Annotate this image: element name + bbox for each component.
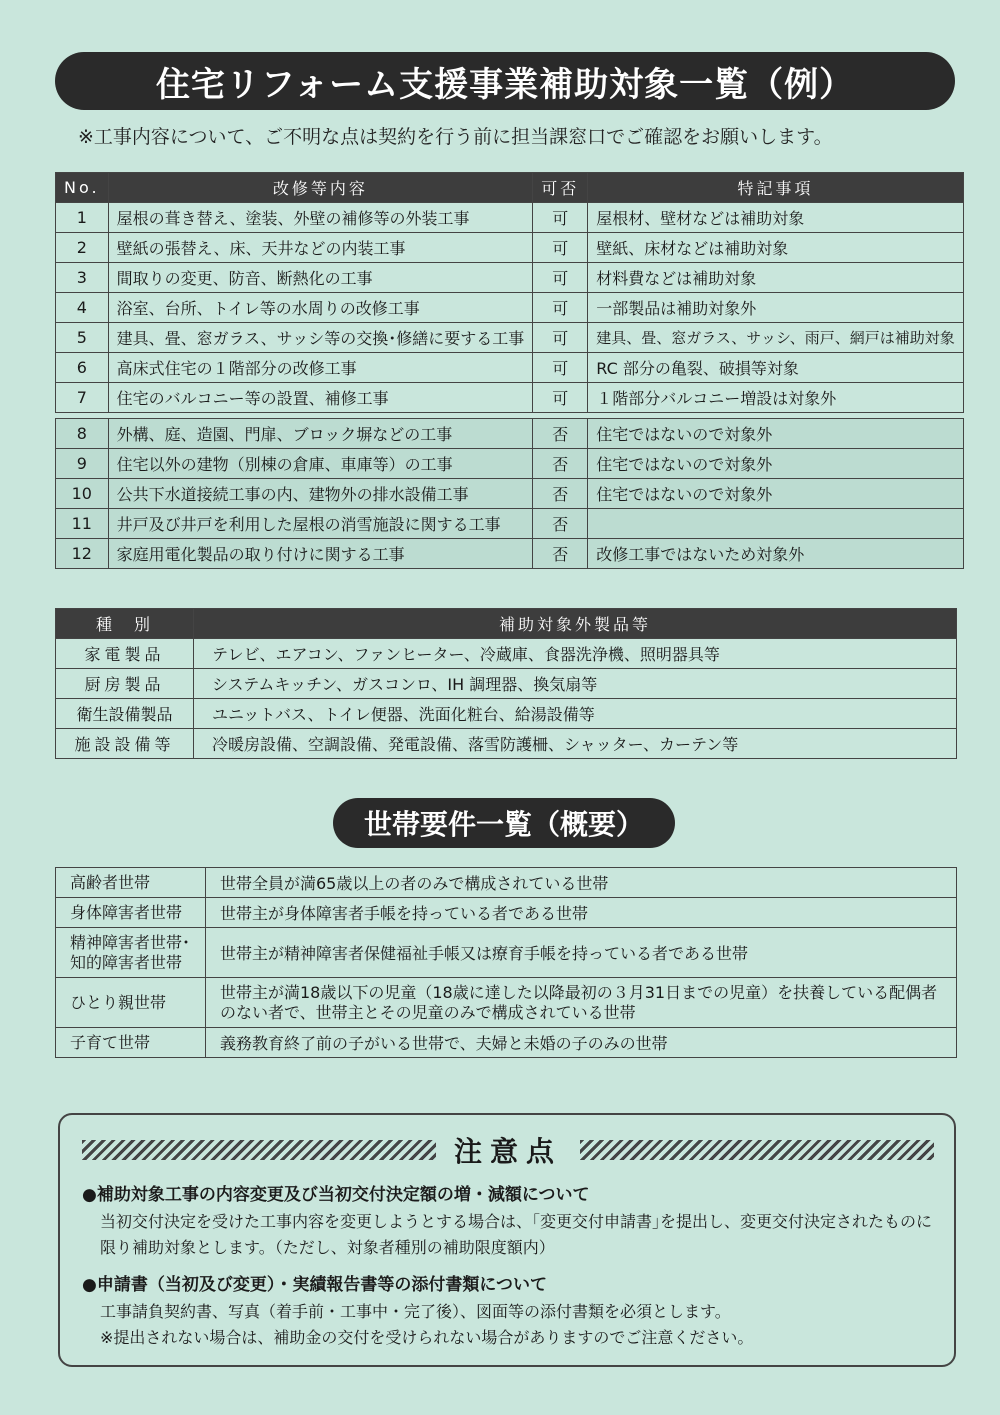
table-row (56, 233, 964, 263)
table-row (56, 479, 964, 509)
row-no: 9 (56, 449, 109, 479)
header-no: No. (56, 173, 109, 203)
row-no: 1 (56, 203, 109, 233)
row-content: 高床式住宅の１階部分の改修工事 (108, 353, 533, 383)
row-no: 12 (56, 539, 109, 569)
caution-item-1 (82, 1181, 942, 1262)
row-note (588, 509, 964, 539)
row-content: 屋根の葺き替え、塗装、外壁の補修等の外装工事 (108, 203, 533, 233)
row-ok: 可 (533, 323, 588, 353)
table-row (56, 699, 957, 729)
product-kind: 厨房製品 (56, 669, 194, 699)
row-no: 2 (56, 233, 109, 263)
page-title: 住宅リフォーム支援事業補助対象一覧（例） (55, 52, 955, 110)
household-desc: 世帯主が身体障害者手帳を持っている者である世帯 (206, 898, 957, 928)
header-items: 補助対象外製品等 (194, 609, 957, 639)
header-ok: 可否 (533, 173, 588, 203)
product-items: テレビ、エアコン、ファンヒーター、冷蔵庫、食器洗浄機、照明器具等 (194, 639, 957, 669)
caution-item-1-body: 当初交付決定を受けた工事内容を変更しようとする場合は、｢変更交付申請書｣を提出し、変更交付決定されたものに限り補助対象とします。（ただし、対象者種別の補助限度額内） (100, 1212, 933, 1258)
row-note: 屋根材、壁材などは補助対象 (588, 203, 964, 233)
works-table (55, 172, 964, 569)
hatch-decoration-left (82, 1140, 436, 1160)
row-content: 間取りの変更、防音、断熱化の工事 (108, 263, 533, 293)
table-row (56, 669, 957, 699)
household-kind: 高齢者世帯 (56, 868, 206, 898)
row-note: 材料費などは補助対象 (588, 263, 964, 293)
product-items: 冷暖房設備、空調設備、発電設備、落雪防護柵、シャッター、カーテン等 (194, 729, 957, 759)
table-row (56, 293, 964, 323)
row-ok: 否 (533, 419, 588, 449)
header-content: 改修等内容 (108, 173, 533, 203)
row-ok: 可 (533, 293, 588, 323)
product-kind: 家電製品 (56, 639, 194, 669)
row-content: 壁紙の張替え、床、天井などの内装工事 (108, 233, 533, 263)
notice-text: ※工事内容について、ご不明な点は契約を行う前に担当課窓口でご確認をお願いします。 (78, 126, 833, 148)
row-note: 改修工事ではないため対象外 (588, 539, 964, 569)
caution-item-2-body: 工事請負契約書、写真（着手前・工事中・完了後）、図面等の添付書類を必須とします。 (100, 1302, 731, 1322)
table-row (56, 419, 964, 449)
row-no: 6 (56, 353, 109, 383)
table-row (56, 353, 964, 383)
header-note: 特記事項 (588, 173, 964, 203)
household-kind: ひとり親世帯 (56, 978, 206, 1028)
row-ok: 否 (533, 539, 588, 569)
table-row (56, 539, 964, 569)
header-kind: 種 別 (56, 609, 194, 639)
row-content: 住宅のバルコニー等の設置、補修工事 (108, 383, 533, 413)
table-row (56, 978, 957, 1028)
hatch-decoration-right (580, 1140, 934, 1160)
caution-item-1-heading: ●補助対象工事の内容変更及び当初交付決定額の増・減額について (82, 1185, 590, 1205)
household-kind: 精神障害者世帯･知的障害者世帯 (56, 928, 206, 978)
row-content: 建具、畳、窓ガラス、サッシ等の交換･修繕に要する工事 (108, 323, 533, 353)
row-note: 一部製品は補助対象外 (588, 293, 964, 323)
row-no: 11 (56, 509, 109, 539)
table-row (56, 383, 964, 413)
row-note: 住宅ではないので対象外 (588, 449, 964, 479)
caution-header (82, 1133, 934, 1167)
row-note: 住宅ではないので対象外 (588, 419, 964, 449)
household-title: 世帯要件一覧（概要） (333, 798, 675, 848)
row-no: 7 (56, 383, 109, 413)
row-content: 家庭用電化製品の取り付けに関する工事 (108, 539, 533, 569)
caution-item-2-heading: ●申請書（当初及び変更）・実績報告書等の添付書類について (82, 1275, 547, 1295)
household-table (55, 867, 957, 1058)
table-row (56, 1028, 957, 1058)
row-note: RC 部分の亀裂、破損等対象 (588, 353, 964, 383)
row-note: １階部分バルコニー増設は対象外 (588, 383, 964, 413)
table-row (56, 263, 964, 293)
row-no: 3 (56, 263, 109, 293)
row-note: 壁紙、床材などは補助対象 (588, 233, 964, 263)
table-row (56, 898, 957, 928)
row-ok: 可 (533, 233, 588, 263)
household-kind: 子育て世帯 (56, 1028, 206, 1058)
row-content: 公共下水道接続工事の内、建物外の排水設備工事 (108, 479, 533, 509)
row-no: 4 (56, 293, 109, 323)
product-items: システムキッチン、ガスコンロ、IH 調理器、換気扇等 (194, 669, 957, 699)
table-row (56, 509, 964, 539)
product-items: ユニットバス、トイレ便器、洗面化粧台、給湯設備等 (194, 699, 957, 729)
product-kind: 施設設備等 (56, 729, 194, 759)
table-row (56, 639, 957, 669)
household-desc: 義務教育終了前の子がいる世帯で、夫婦と未婚の子のみの世帯 (206, 1028, 957, 1058)
row-ok: 否 (533, 449, 588, 479)
caution-item-2-note: ※提出されない場合は、補助金の交付を受けられない場合がありますのでご注意ください。 (100, 1328, 754, 1348)
household-kind: 身体障害者世帯 (56, 898, 206, 928)
household-desc: 世帯全員が満65歳以上の者のみで構成されている世帯 (206, 868, 957, 898)
row-no: 5 (56, 323, 109, 353)
table-row (56, 868, 957, 898)
row-ok: 可 (533, 263, 588, 293)
row-note: 建具、畳、窓ガラス、サッシ、雨戸、網戸は補助対象 (588, 323, 964, 353)
row-no: 10 (56, 479, 109, 509)
row-content: 井戸及び井戸を利用した屋根の消雪施設に関する工事 (108, 509, 533, 539)
row-ok: 可 (533, 353, 588, 383)
row-ok: 可 (533, 383, 588, 413)
caution-box (58, 1113, 956, 1367)
products-table (55, 608, 957, 759)
household-desc: 世帯主が精神障害者保健福祉手帳又は療育手帳を持っている者である世帯 (206, 928, 957, 978)
table-row (56, 323, 964, 353)
row-content: 外構、庭、造園、門扉、ブロック塀などの工事 (108, 419, 533, 449)
table-row (56, 928, 957, 978)
row-ok: 否 (533, 479, 588, 509)
product-kind: 衛生設備製品 (56, 699, 194, 729)
table-row (56, 729, 957, 759)
row-content: 浴室、台所、トイレ等の水周りの改修工事 (108, 293, 533, 323)
caution-title: 注意点 (454, 1135, 563, 1168)
row-content: 住宅以外の建物（別棟の倉庫、車庫等）の工事 (108, 449, 533, 479)
row-note: 住宅ではないので対象外 (588, 479, 964, 509)
caution-item-2 (82, 1271, 942, 1352)
row-ok: 否 (533, 509, 588, 539)
household-desc: 世帯主が満18歳以下の児童（18歳に達した以降最初の３月31日までの児童）を扶養している配偶者のない者で、世帯主とその児童のみで構成されている世帯 (206, 978, 957, 1028)
table-row (56, 449, 964, 479)
row-no: 8 (56, 419, 109, 449)
row-ok: 可 (533, 203, 588, 233)
table-row (56, 203, 964, 233)
